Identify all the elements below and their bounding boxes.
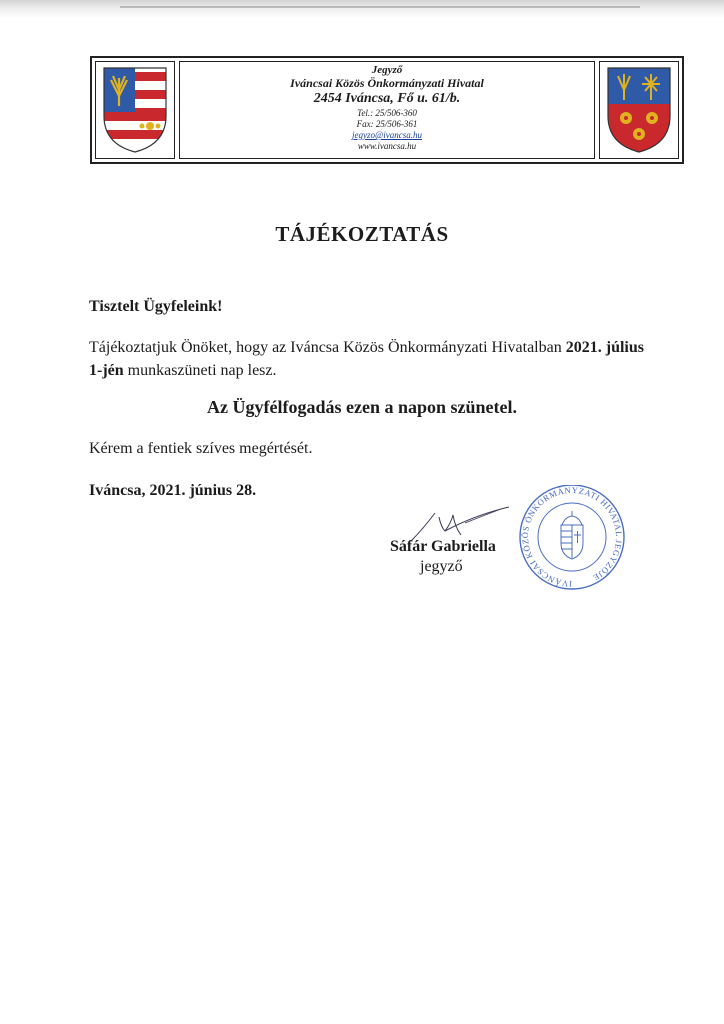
stamp-ring-text: IVÁNCSAI KÖZÖS ÖNKORMÁNYZATI HIVATAL JEGYZŐJE xyxy=(519,485,625,590)
place-and-date: Iváncsa, 2021. június 28. xyxy=(89,482,257,499)
signer-title: jegyző xyxy=(420,558,463,575)
village-coat-of-arms-icon xyxy=(102,66,168,154)
closure-notice: Az Ügyfélfogadás ezen a napon szünetel. xyxy=(207,397,517,417)
document-title: TÁJÉKOZTATÁS xyxy=(275,222,449,246)
body-paragraph xyxy=(89,336,649,382)
scan-edge xyxy=(0,0,724,18)
salutation: Tisztelt Ügyfeleink! xyxy=(89,298,223,315)
request-line: Kérem a fentiek szíves megértését. xyxy=(89,440,313,457)
body-paragraph-date: 2021. július 1-jén xyxy=(89,339,644,379)
letterhead-website: www.ivancsa.hu xyxy=(357,141,417,152)
letterhead-title: Jegyző xyxy=(371,64,403,76)
office-coat-of-arms-icon xyxy=(606,66,672,154)
letterhead-phone: Tel.: 25/506-360 xyxy=(357,107,417,118)
body-paragraph-text-1: Tájékoztatjuk Önöket, hogy az Iváncsa Közös Önkormányzati Hivatalban xyxy=(89,339,566,356)
scan-edge-line xyxy=(120,6,640,8)
official-stamp xyxy=(509,485,635,593)
body-paragraph-text-2: munkaszüneti nap lesz. xyxy=(123,362,277,379)
signer-name: Sáfár Gabriella xyxy=(390,538,496,555)
letterhead-office: Iváncsai Közös Önkormányzati Hivatal xyxy=(290,75,484,90)
letterhead-text-block xyxy=(179,61,595,159)
letterhead-email-link[interactable]: jegyzo@ivancsa.hu xyxy=(351,130,422,141)
letterhead-address: 2454 Iváncsa, Fő u. 61/b. xyxy=(313,91,461,107)
crest-right-frame xyxy=(599,61,679,159)
crest-left-frame xyxy=(95,61,175,159)
letterhead xyxy=(90,56,684,164)
letterhead-fax: Fax: 25/506-361 xyxy=(356,118,418,129)
